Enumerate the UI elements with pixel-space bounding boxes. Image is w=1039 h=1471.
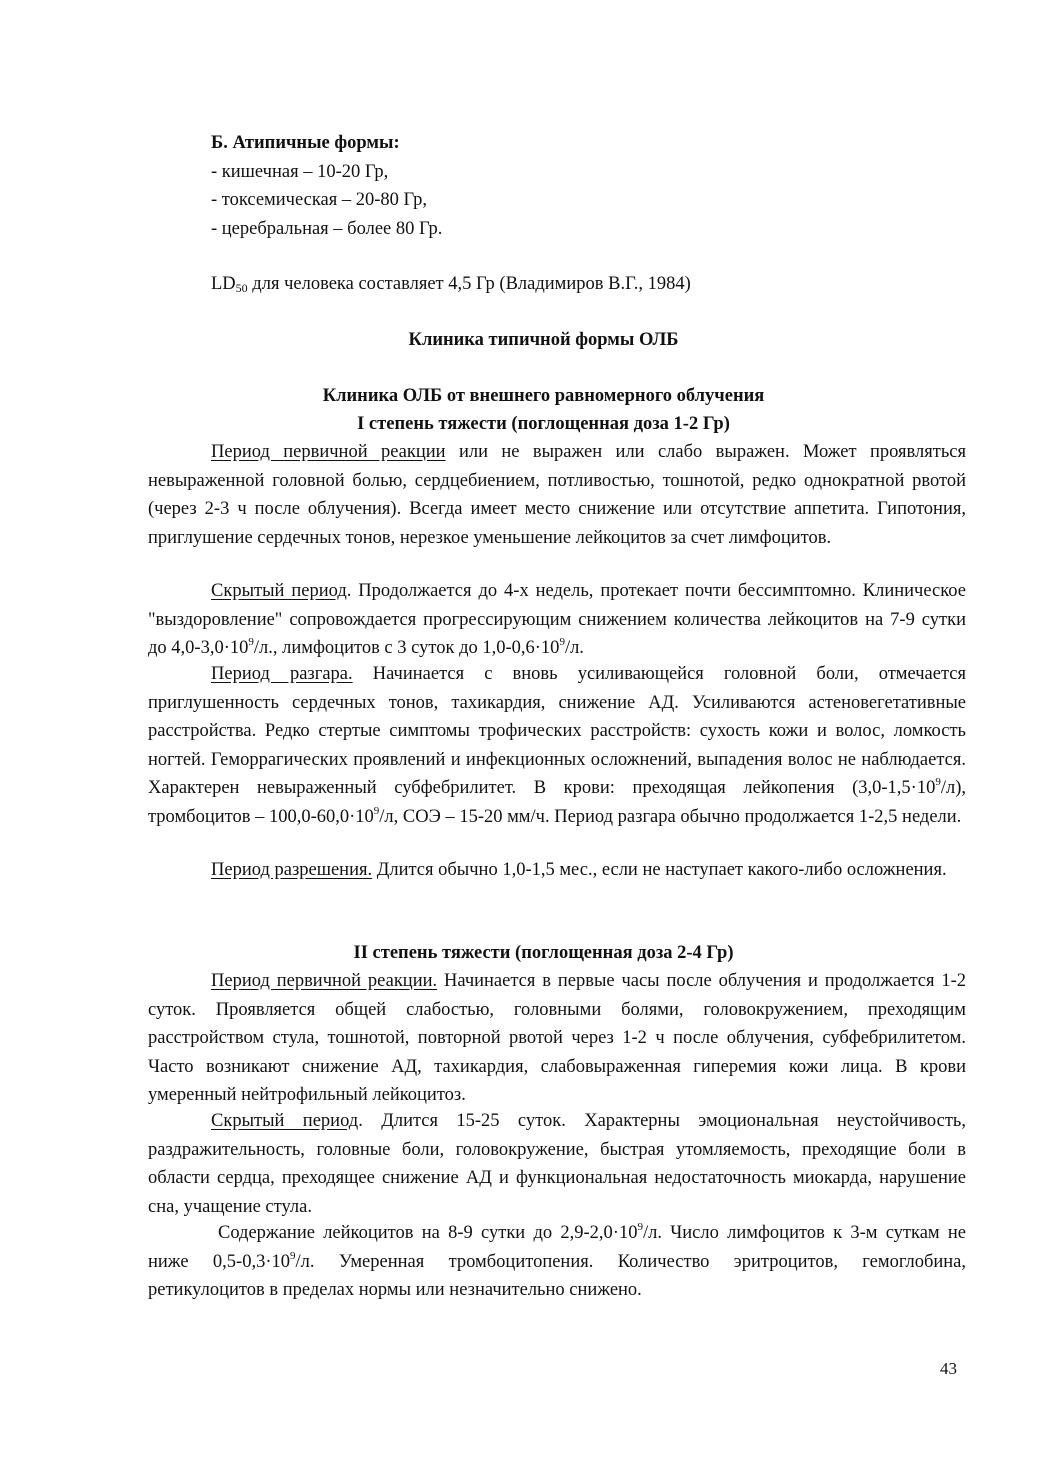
period-label: Период первичной реакции bbox=[211, 442, 446, 462]
heading-external-irradiation: Клиника ОЛБ от внешнего равномерного облучения bbox=[322, 386, 765, 406]
exponent: 9 bbox=[248, 636, 254, 649]
period-label: Период первичной реакции. bbox=[211, 971, 438, 991]
paragraph-text: Содержание лейкоцитов на 8-9 сутки до 2,9-2,0·10 bbox=[218, 1223, 638, 1243]
exponent: 9 bbox=[935, 776, 941, 789]
paragraph-text: Длится обычно 1,0-1,5 мес., если не наступает какого-либо осложнения. bbox=[372, 860, 947, 880]
degree2-latent-period-paragraph bbox=[148, 1107, 966, 1221]
atypical-form-item: - церебральная – более 80 Гр. bbox=[211, 218, 443, 239]
period-label: Скрытый период bbox=[211, 1111, 359, 1131]
heading-degree-1: I степень тяжести (поглощенная доза 1-2 Гр) bbox=[357, 414, 730, 434]
paragraph-text: или не выражен или слабо выражен. Может проявляться невыраженной головной болью, сердцебиением, потливостью, тошнотой, редко однократной рвотой (через 2-3 ч после облучения). Всегда имеет место снижение или отсутствие аппетита. Гипотония, приглушение сердечных тонов, нерезкое уменьшение лейкоцитов за счет лимфоцитов. bbox=[148, 442, 966, 548]
period-label: Период разгара. bbox=[211, 664, 353, 684]
degree1-latent-period-paragraph bbox=[148, 577, 966, 663]
ld50-subscript: 50 bbox=[235, 281, 248, 295]
paragraph-text: Начинается с вновь усиливающейся головной боли, отмечается приглушенность сердечных тонов, тахикардия, снижение АД. Усиливаются астеновегетативные расстройства. Редко стертые симптомы трофических расстройств: сухость кожи и волос, ломкость ногтей. Геморрагических проявлений и инфекционных осложнений, выпадения волос не наблюдается. Характерен невыраженный субфебрилитет. В крови: преходящая лейкопения (3,0-1,5·10 bbox=[148, 664, 966, 799]
degree2-primary-reaction-paragraph bbox=[148, 967, 966, 1110]
atypical-forms-heading: Б. Атипичные формы: bbox=[211, 133, 400, 153]
exponent: 9 bbox=[373, 804, 380, 817]
paragraph-text: /л), тромбоцитов – 100,0-60,0·10 bbox=[148, 778, 966, 827]
degree1-primary-reaction-paragraph bbox=[148, 438, 966, 552]
degree2-blood-paragraph bbox=[148, 1219, 966, 1305]
exponent: 9 bbox=[290, 1249, 296, 1262]
atypical-forms-block bbox=[211, 129, 911, 243]
page-number: 43 bbox=[940, 1359, 957, 1378]
degree1-peak-period-paragraph bbox=[148, 660, 966, 832]
paragraph-text: /л., лимфоцитов с 3 суток до 1,0-0,6·10 bbox=[253, 638, 560, 659]
paragraph-text: /л, СОЭ – 15-20 мм/ч. Период разгара обычно продолжается 1-2,5 недели. bbox=[379, 806, 962, 827]
paragraph-text: . Длится 15-25 суток. Характерны эмоциональная неустойчивость, раздражительность, головные боли, головокружение, быстрая утомляемость, преходящие боли в области сердца, преходящее снижение АД и функциональная недостаточность миокарда, нарушение сна, учащение стула. bbox=[148, 1111, 966, 1217]
degree1-resolution-paragraph bbox=[148, 856, 948, 885]
exponent: 9 bbox=[559, 636, 565, 649]
period-label: Скрытый период bbox=[211, 581, 347, 601]
heading-degree-2: II степень тяжести (поглощенная доза 2-4 Гр) bbox=[353, 943, 734, 963]
atypical-form-item: - токсемическая – 20-80 Гр, bbox=[211, 190, 427, 211]
paragraph-text: /л. Число лимфоцитов к 3-м суткам не ниже 0,5-0,3·10 bbox=[148, 1223, 966, 1272]
paragraph-text: . Продолжается до 4-х недель, протекает почти бессимптомно. Клиническое "выздоровление" сопровождается прогрессирующим снижением количества лейкоцитов на 7-9 сутки до 4,0-3,0·10 bbox=[148, 581, 966, 659]
period-label: Период разрешения. bbox=[211, 860, 373, 880]
exponent: 9 bbox=[637, 1221, 643, 1233]
ld50-prefix: LD bbox=[211, 274, 236, 294]
atypical-form-item: - кишечная – 10-20 Гр, bbox=[211, 161, 389, 182]
paragraph-text: /л. Умеренная тромбоцитопения. Количество эритроцитов, гемоглобина, ретикулоцитов в пределах нормы или незначительно снижено. bbox=[148, 1251, 967, 1301]
paragraph-text: /л. bbox=[564, 638, 584, 659]
ld50-text: для человека составляет 4,5 Гр (Владимиров В.Г., 1984) bbox=[247, 274, 691, 294]
paragraph-text: Начинается в первые часы после облучения и продолжается 1-2 суток. Проявляется общей слабостью, головными болями, головокружением, преходящим расстройством стула, тошнотой, повторной рвотой через 1-2 ч после облучения, субфебрилитетом. Часто возникают снижение АД, тахикардия, слабовыраженная гиперемия кожи лица. В крови умеренный нейтрофильный лейкоцитоз. bbox=[148, 971, 966, 1106]
heading-typical-form: Клиника типичной формы ОЛБ bbox=[408, 330, 679, 350]
ld50-statement bbox=[211, 270, 911, 299]
